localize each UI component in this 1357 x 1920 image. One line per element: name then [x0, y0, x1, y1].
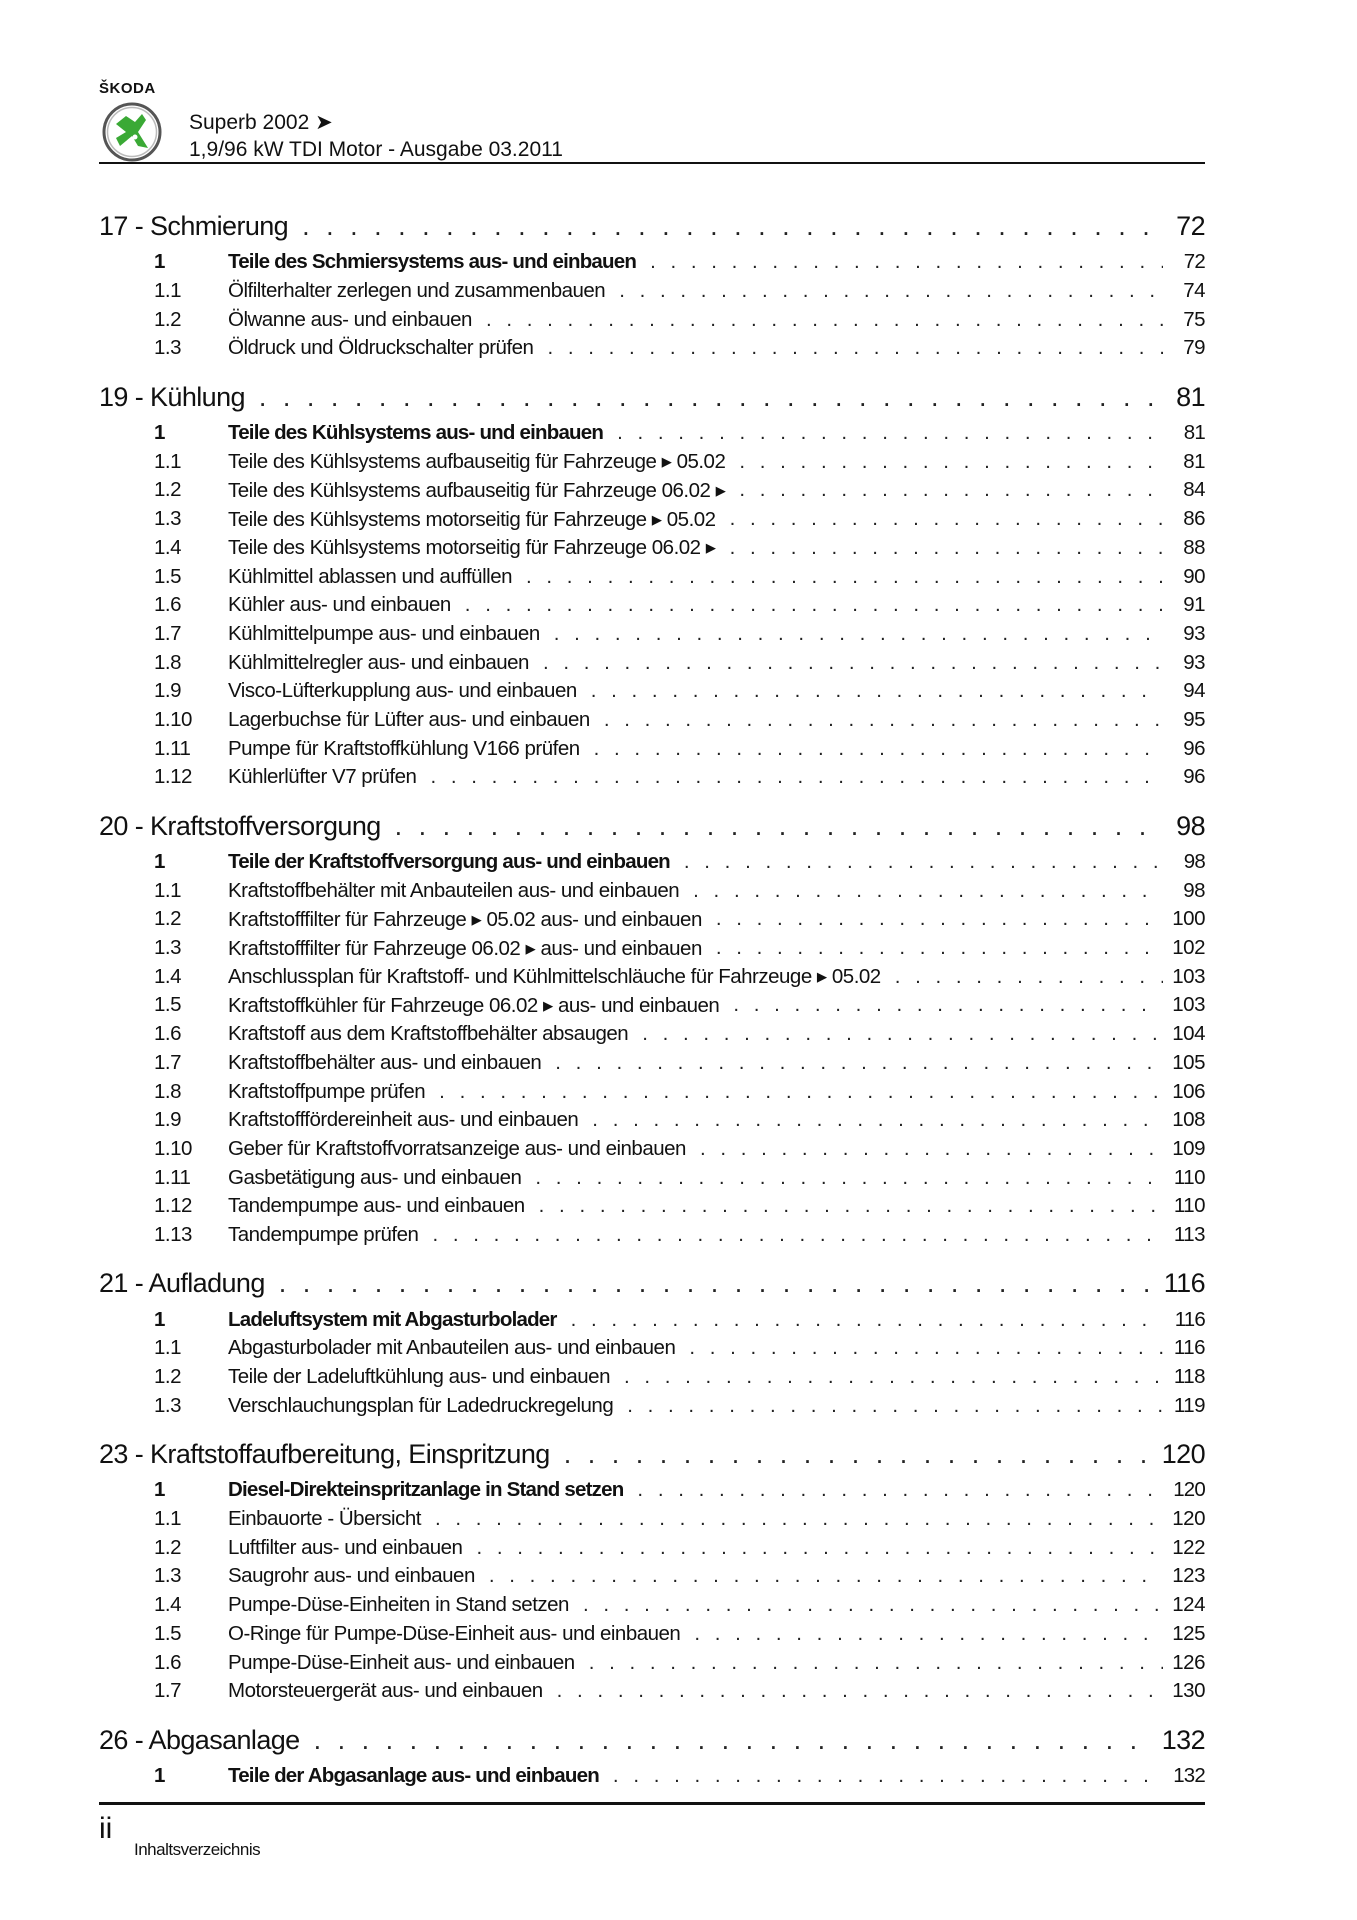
- toc-entry[interactable]: [99, 505, 1205, 534]
- entry-number: 1.6: [154, 1022, 181, 1046]
- entry-number: 1.12: [154, 1194, 192, 1218]
- dot-leader: [716, 936, 1163, 960]
- toc-entry[interactable]: [99, 248, 1205, 277]
- toc-entry[interactable]: [99, 734, 1205, 763]
- toc-entry[interactable]: [99, 1192, 1205, 1221]
- entry-title: Einbauorte - Übersicht: [228, 1507, 421, 1531]
- entry-title: Teile der Abgasanlage aus- und einbauen: [228, 1763, 599, 1787]
- dot-leader: [539, 1194, 1163, 1218]
- toc-entry[interactable]: [99, 905, 1205, 934]
- chapter-title: 26 - Abgasanlage: [99, 1724, 300, 1755]
- entry-title: Kühlmittel ablassen und auffüllen: [228, 564, 512, 588]
- toc-entry[interactable]: [99, 1648, 1205, 1677]
- dot-leader: [617, 421, 1163, 445]
- toc-entry[interactable]: [99, 534, 1205, 563]
- entry-page: 105: [1172, 1050, 1205, 1074]
- entry-title: Tandempumpe prüfen: [228, 1222, 419, 1246]
- entry-title: Kraftstoffpumpe prüfen: [228, 1079, 426, 1103]
- entry-page: 130: [1172, 1679, 1205, 1703]
- toc-entry[interactable]: [99, 934, 1205, 963]
- toc-entry[interactable]: [99, 419, 1205, 448]
- header-rule: [99, 162, 1205, 164]
- toc-entry[interactable]: [99, 1135, 1205, 1164]
- entry-title: Geber für Kraftstoffvorratsanzeige aus- und einbauen: [228, 1136, 686, 1160]
- chapter-title: 23 - Kraftstoffaufbereitung, Einspritzung: [99, 1439, 550, 1470]
- entry-title: Gasbetätigung aus- und einbauen: [228, 1165, 522, 1189]
- entry-page: 103: [1172, 964, 1205, 988]
- entry-page: 88: [1183, 535, 1205, 559]
- entry-number: 1.4: [154, 1593, 181, 1617]
- entry-number: 1.3: [154, 936, 181, 960]
- chapter-title: 20 - Kraftstoffversorgung: [99, 810, 381, 841]
- toc-entry[interactable]: [99, 648, 1205, 677]
- toc-entry[interactable]: [99, 1677, 1205, 1706]
- entry-number: 1.2: [154, 307, 181, 331]
- entry-title: Teile des Kühlsystems motorseitig für Fahrzeuge 06.02 ▸: [228, 536, 716, 560]
- entry-number: 1.7: [154, 1050, 181, 1074]
- entry-title: Teile des Kühlsystems aufbauseitig für Fahrzeuge 06.02 ▸: [228, 478, 726, 502]
- dot-leader: [895, 965, 1163, 989]
- dot-leader: [591, 679, 1163, 703]
- entry-title: Kühlerlüfter V7 prüfen: [228, 765, 417, 789]
- brand-wordmark: ŠKODA: [99, 80, 156, 97]
- dot-leader: [259, 382, 1155, 413]
- entry-page: 91: [1183, 593, 1205, 617]
- entry-title: Diesel-Direkteinspritzanlage in Stand setzen: [228, 1478, 624, 1502]
- toc-chapter[interactable]: [99, 1719, 1205, 1762]
- toc-entry[interactable]: [99, 334, 1205, 363]
- dot-leader: [486, 308, 1163, 332]
- dot-leader: [694, 1622, 1163, 1646]
- toc-entry[interactable]: [99, 277, 1205, 306]
- entry-page: 98: [1183, 878, 1205, 902]
- dot-leader: [583, 1593, 1163, 1617]
- dot-leader: [489, 1564, 1163, 1588]
- toc-entry[interactable]: [99, 1562, 1205, 1591]
- entry-page: 95: [1183, 707, 1205, 731]
- toc-chapter[interactable]: [99, 805, 1205, 848]
- dot-leader: [430, 765, 1163, 789]
- entry-page: 81: [1183, 449, 1205, 473]
- entry-page: 109: [1172, 1136, 1205, 1160]
- toc-entry[interactable]: [99, 476, 1205, 505]
- entry-page: 120: [1173, 1478, 1205, 1502]
- entry-title: Anschlussplan für Kraftstoff- und Kühlmittelschläuche für Fahrzeuge ▸ 05.02: [228, 965, 881, 989]
- dot-leader: [739, 450, 1163, 474]
- toc-entry[interactable]: [99, 1391, 1205, 1420]
- entry-title: Kühlmittelpumpe aus- und einbauen: [228, 621, 540, 645]
- dot-leader: [650, 250, 1163, 274]
- entry-number: 1.2: [154, 907, 181, 931]
- dot-leader: [716, 907, 1163, 931]
- entry-title: Teile der Kraftstoffversorgung aus- und einbauen: [228, 850, 670, 874]
- entry-page: 113: [1173, 1222, 1205, 1246]
- entry-page: 90: [1183, 564, 1205, 588]
- entry-number: 1: [154, 421, 165, 445]
- toc-entry[interactable]: [99, 1106, 1205, 1135]
- dot-leader: [613, 1764, 1163, 1788]
- entry-number: 1.10: [154, 1136, 192, 1160]
- toc-entry[interactable]: [99, 1334, 1205, 1363]
- entry-title: Kraftstoff aus dem Kraftstoffbehälter absaugen: [228, 1022, 629, 1046]
- entry-number: 1.5: [154, 564, 181, 588]
- entry-page: 93: [1183, 621, 1205, 645]
- entry-number: 1: [154, 850, 165, 874]
- toc-entry[interactable]: [99, 1305, 1205, 1334]
- dot-leader: [535, 1166, 1163, 1190]
- entry-number: 1.5: [154, 1621, 181, 1645]
- entry-number: 1.1: [154, 1336, 181, 1360]
- chapter-title: 19 - Kühlung: [99, 381, 245, 412]
- entry-title: Kraftstofffördereinheit aus- und einbauen: [228, 1108, 579, 1132]
- entry-title: Visco-Lüfterkupplung aus- und einbauen: [228, 679, 577, 703]
- entry-page: 116: [1174, 1307, 1205, 1331]
- header-subtitle: 1,9/96 kW TDI Motor - Ausgabe 03.2011: [189, 138, 563, 161]
- dot-leader: [432, 1223, 1163, 1247]
- toc-entry[interactable]: [99, 1505, 1205, 1534]
- entry-number: 1.8: [154, 650, 181, 674]
- entry-number: 1.7: [154, 621, 181, 645]
- dot-leader: [642, 1022, 1163, 1046]
- entry-number: 1: [154, 1307, 165, 1331]
- dot-leader: [684, 850, 1163, 874]
- entry-number: 1.4: [154, 535, 181, 559]
- entry-page: 119: [1173, 1393, 1205, 1417]
- toc-entry[interactable]: [99, 591, 1205, 620]
- dot-leader: [439, 1080, 1163, 1104]
- entry-page: 96: [1183, 765, 1205, 789]
- entry-title: Saugrohr aus- und einbauen: [228, 1564, 475, 1588]
- dot-leader: [435, 1507, 1163, 1531]
- entry-title: Luftfilter aus- und einbauen: [228, 1535, 463, 1559]
- toc-entry[interactable]: [99, 1020, 1205, 1049]
- entry-page: 79: [1183, 336, 1205, 360]
- entry-number: 1: [154, 1763, 165, 1787]
- toc-entry[interactable]: [99, 1221, 1205, 1250]
- entry-number: 1.6: [154, 593, 181, 617]
- entry-number: 1.5: [154, 993, 181, 1017]
- entry-number: 1.3: [154, 1393, 181, 1417]
- entry-title: Kraftstoffkühler für Fahrzeuge 06.02 ▸ aus- und einbauen: [228, 993, 720, 1017]
- entry-title: Motorsteuergerät aus- und einbauen: [228, 1679, 543, 1703]
- entry-title: Kraftstofffilter für Fahrzeuge ▸ 05.02 aus- und einbauen: [228, 907, 702, 931]
- dot-leader: [547, 336, 1163, 360]
- entry-number: 1.11: [154, 1165, 191, 1189]
- entry-title: Kühler aus- und einbauen: [228, 593, 451, 617]
- entry-title: Ölfilterhalter zerlegen und zusammenbauen: [228, 279, 606, 303]
- dot-leader: [557, 1679, 1163, 1703]
- chapter-page: 116: [1163, 1268, 1205, 1299]
- entry-page: 116: [1173, 1336, 1205, 1360]
- header-model: Superb 2002 ➤: [189, 111, 333, 134]
- entry-page: 86: [1183, 507, 1205, 531]
- entry-page: 110: [1173, 1194, 1205, 1218]
- entry-number: 1.1: [154, 878, 181, 902]
- dot-leader: [564, 1439, 1155, 1470]
- chapter-page: 98: [1176, 810, 1205, 841]
- dot-leader: [700, 1137, 1163, 1161]
- toc-entry[interactable]: [99, 706, 1205, 735]
- entry-title: Tandempumpe aus- und einbauen: [228, 1194, 525, 1218]
- toc-entry[interactable]: [99, 991, 1205, 1020]
- entry-number: 1.9: [154, 1108, 181, 1132]
- entry-number: 1.9: [154, 679, 181, 703]
- dot-leader: [689, 1336, 1163, 1360]
- entry-title: Teile des Schmiersystems aus- und einbauen: [228, 250, 637, 274]
- entry-page: 84: [1183, 478, 1205, 502]
- entry-title: Teile des Kühlsystems motorseitig für Fahrzeuge ▸ 05.02: [228, 507, 716, 531]
- footer-rule: [99, 1802, 1205, 1805]
- toc-chapter[interactable]: [99, 205, 1205, 248]
- entry-title: Ladeluftsystem mit Abgasturbolader: [228, 1307, 557, 1331]
- entry-page: 93: [1183, 650, 1205, 674]
- dot-leader: [739, 478, 1163, 502]
- entry-page: 102: [1172, 936, 1205, 960]
- entry-page: 110: [1173, 1165, 1205, 1189]
- entry-page: 75: [1183, 307, 1205, 331]
- entry-number: 1.3: [154, 507, 181, 531]
- toc-entry[interactable]: [99, 1762, 1205, 1791]
- dot-leader: [395, 811, 1155, 842]
- entry-number: 1.1: [154, 449, 181, 473]
- toc-entry[interactable]: [99, 305, 1205, 334]
- entry-number: 1.13: [154, 1222, 192, 1246]
- table-of-contents: [99, 205, 1205, 1790]
- entry-number: 1.7: [154, 1679, 181, 1703]
- entry-title: Pumpe-Düse-Einheit aus- und einbauen: [228, 1650, 575, 1674]
- dot-leader: [302, 211, 1155, 242]
- entry-page: 104: [1172, 1022, 1205, 1046]
- entry-title: Kraftstofffilter für Fahrzeuge 06.02 ▸ aus- und einbauen: [228, 936, 702, 960]
- toc-entry[interactable]: [99, 620, 1205, 649]
- entry-page: 126: [1172, 1650, 1205, 1674]
- toc-entry[interactable]: [99, 1363, 1205, 1392]
- entry-page: 74: [1183, 279, 1205, 303]
- dot-leader: [589, 1651, 1163, 1675]
- toc-chapter[interactable]: [99, 1262, 1205, 1305]
- dot-leader: [637, 1478, 1163, 1502]
- entry-page: 132: [1173, 1763, 1205, 1787]
- dot-leader: [476, 1536, 1163, 1560]
- skoda-logo-icon: [102, 102, 162, 162]
- dot-leader: [554, 622, 1163, 646]
- entry-page: 96: [1183, 736, 1205, 760]
- dot-leader: [571, 1308, 1163, 1332]
- entry-title: Teile des Kühlsystems aus- und einbauen: [228, 421, 604, 445]
- dot-leader: [619, 279, 1163, 303]
- toc-entry[interactable]: [99, 876, 1205, 905]
- dot-leader: [279, 1268, 1155, 1299]
- dot-leader: [555, 1051, 1163, 1075]
- footer-page-number: ii: [99, 1812, 113, 1845]
- dot-leader: [624, 1365, 1163, 1389]
- toc-entry[interactable]: [99, 677, 1205, 706]
- toc-entry[interactable]: [99, 962, 1205, 991]
- entry-title: Lagerbuchse für Lüfter aus- und einbauen: [228, 707, 590, 731]
- entry-title: Kühlmittelregler aus- und einbauen: [228, 650, 529, 674]
- entry-number: 1.12: [154, 765, 192, 789]
- toc-entry[interactable]: [99, 848, 1205, 877]
- entry-number: 1.10: [154, 707, 192, 731]
- chapter-page: 120: [1161, 1439, 1205, 1470]
- entry-page: 122: [1172, 1535, 1205, 1559]
- entry-number: 1.2: [154, 1535, 181, 1559]
- dot-leader: [526, 565, 1163, 589]
- dot-leader: [543, 651, 1163, 675]
- entry-title: Pumpe-Düse-Einheiten in Stand setzen: [228, 1593, 569, 1617]
- entry-number: 1.2: [154, 478, 181, 502]
- toc-entry[interactable]: [99, 763, 1205, 792]
- chapter-page: 132: [1161, 1724, 1205, 1755]
- entry-number: 1: [154, 1478, 165, 1502]
- entry-page: 81: [1183, 421, 1205, 445]
- dot-leader: [733, 993, 1163, 1017]
- entry-page: 118: [1173, 1365, 1205, 1389]
- dot-leader: [730, 536, 1163, 560]
- entry-page: 108: [1172, 1108, 1205, 1132]
- toc-entry[interactable]: [99, 1077, 1205, 1106]
- entry-title: Teile der Ladeluftkühlung aus- und einbauen: [228, 1365, 610, 1389]
- entry-number: 1.3: [154, 1564, 181, 1588]
- entry-title: Verschlauchungsplan für Ladedruckregelung: [228, 1393, 614, 1417]
- toc-entry[interactable]: [99, 562, 1205, 591]
- entry-title: Kraftstoffbehälter aus- und einbauen: [228, 1050, 542, 1074]
- toc-entry[interactable]: [99, 1533, 1205, 1562]
- entry-page: 120: [1172, 1507, 1205, 1531]
- chapter-page: 72: [1176, 211, 1205, 241]
- entry-page: 100: [1172, 907, 1205, 931]
- entry-number: 1.2: [154, 1365, 181, 1389]
- entry-page: 103: [1172, 993, 1205, 1017]
- entry-page: 72: [1183, 250, 1205, 274]
- entry-page: 124: [1172, 1593, 1205, 1617]
- entry-number: 1.1: [154, 279, 181, 303]
- entry-page: 94: [1183, 679, 1205, 703]
- entry-title: Pumpe für Kraftstoffkühlung V166 prüfen: [228, 736, 580, 760]
- entry-number: 1.3: [154, 336, 181, 360]
- dot-leader: [730, 507, 1163, 531]
- toc-entry[interactable]: [99, 447, 1205, 476]
- entry-page: 98: [1183, 850, 1205, 874]
- chapter-title: 17 - Schmierung: [99, 211, 289, 241]
- entry-page: 106: [1172, 1079, 1205, 1103]
- toc-entry[interactable]: [99, 1476, 1205, 1505]
- toc-chapter[interactable]: [99, 1433, 1205, 1476]
- dot-leader: [693, 879, 1163, 903]
- dot-leader: [592, 1108, 1163, 1132]
- entry-page: 123: [1172, 1564, 1205, 1588]
- dot-leader: [604, 708, 1163, 732]
- entry-number: 1.8: [154, 1079, 181, 1103]
- entry-title: Kraftstoffbehälter mit Anbauteilen aus- und einbauen: [228, 878, 680, 902]
- entry-title: Ölwanne aus- und einbauen: [228, 307, 472, 331]
- dot-leader: [314, 1725, 1155, 1756]
- chapter-page: 81: [1176, 381, 1205, 412]
- toc-chapter[interactable]: [99, 376, 1205, 419]
- toc-entry[interactable]: [99, 1163, 1205, 1192]
- entry-title: Öldruck und Öldruckschalter prüfen: [228, 336, 534, 360]
- entry-page: 125: [1172, 1621, 1205, 1645]
- chapter-title: 21 - Aufladung: [99, 1268, 265, 1299]
- entry-number: 1.1: [154, 1507, 181, 1531]
- dot-leader: [594, 737, 1163, 761]
- toc-entry[interactable]: [99, 1591, 1205, 1620]
- toc-entry[interactable]: [99, 1620, 1205, 1649]
- toc-entry[interactable]: [99, 1049, 1205, 1078]
- dot-leader: [627, 1394, 1163, 1418]
- entry-number: 1: [154, 250, 165, 274]
- entry-title: O-Ringe für Pumpe-Düse-Einheit aus- und einbauen: [228, 1621, 681, 1645]
- entry-number: 1.11: [154, 736, 191, 760]
- entry-number: 1.4: [154, 964, 181, 988]
- entry-title: Teile des Kühlsystems aufbauseitig für Fahrzeuge ▸ 05.02: [228, 450, 726, 474]
- footer-title: Inhaltsverzeichnis: [134, 1840, 261, 1859]
- entry-title: Abgasturbolader mit Anbauteilen aus- und einbauen: [228, 1336, 676, 1360]
- entry-number: 1.6: [154, 1650, 181, 1674]
- dot-leader: [465, 593, 1163, 617]
